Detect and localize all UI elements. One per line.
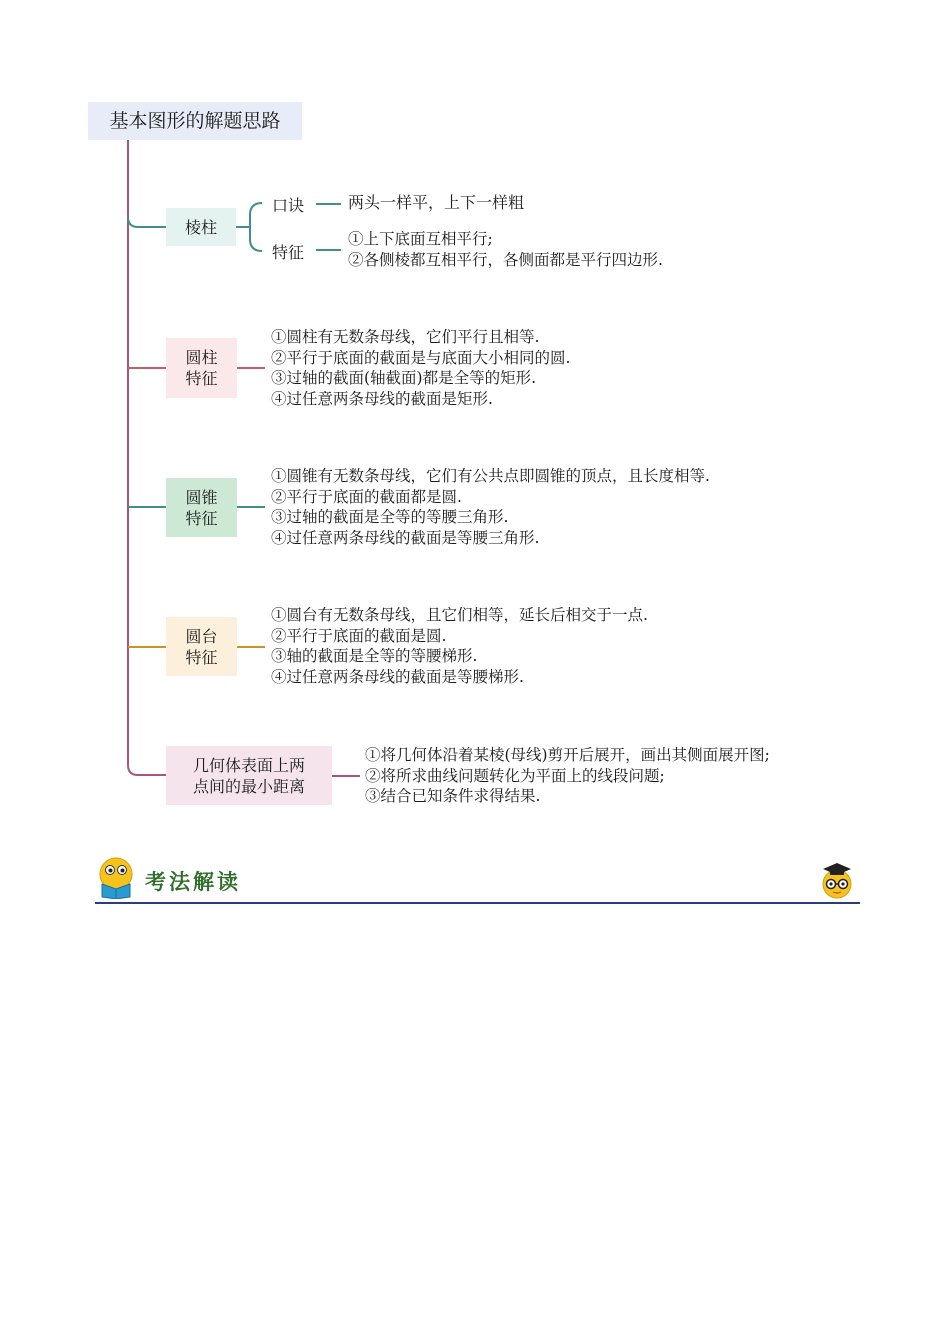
section-title: 考法解读 [145, 870, 241, 894]
frustum-line-4: ④过任意两条母线的截面是等腰梯形. [271, 667, 524, 686]
cylinder-lines [271, 327, 570, 409]
prism-sub1-label: 口诀 [272, 196, 305, 215]
cylinder-line-2: ②平行于底面的截面是与底面大小相同的圆. [271, 348, 571, 367]
prism-sub1-text: 两头一样平，上下一样粗 [348, 193, 525, 212]
shortest-label-1: 几何体表面上两 [192, 755, 305, 775]
cone-line-2: ②平行于底面的截面都是圆. [271, 487, 462, 506]
node-cylinder [166, 338, 237, 398]
cylinder-label-1: 圆柱 [185, 348, 218, 367]
node-shortest-distance [166, 746, 332, 805]
root-node [88, 102, 302, 140]
prism-sub2-lines [348, 229, 663, 270]
shortest-line-1: ①将几何体沿着某棱(母线)剪开后展开，画出其侧面展开图; [365, 746, 770, 764]
reading-emoji-icon [97, 857, 135, 899]
shortest-line-2: ②将所求曲线问题转化为平面上的线段问题; [365, 766, 665, 785]
shortest-label-2: 点间的最小距离 [192, 776, 305, 796]
frustum-lines [271, 605, 648, 687]
prism-line-2: ②各侧棱都互相平行，各侧面都是平行四边形. [348, 250, 663, 269]
node-cone [166, 478, 237, 537]
cylinder-line-1: ①圆柱有无数条母线，它们平行且相等. [271, 328, 540, 346]
cone-label-1: 圆锥 [185, 487, 218, 507]
frustum-label-1: 圆台 [185, 626, 218, 646]
cone-line-4: ④过任意两条母线的截面是等腰三角形. [271, 528, 540, 547]
node-prism [166, 208, 236, 246]
cylinder-label-2: 特征 [185, 369, 218, 388]
cone-line-3: ③过轴的截面是全等的等腰三角形. [271, 508, 509, 526]
frustum-line-3: ③轴的截面是全等的等腰梯形. [271, 647, 478, 665]
prism-sub2-label: 特征 [272, 243, 305, 262]
cone-lines [271, 466, 710, 548]
shortest-lines [365, 745, 770, 807]
shortest-line-3: ③结合已知条件求得结果. [365, 787, 541, 805]
prism-line-1: ①上下底面互相平行; [348, 230, 493, 248]
prism-label: 棱柱 [184, 217, 217, 237]
cone-label-2: 特征 [185, 508, 218, 528]
cone-line-1: ①圆锥有无数条母线，它们有公共点即圆锥的顶点，且长度相等. [271, 467, 710, 485]
cylinder-line-3: ③过轴的截面(轴截面)都是全等的矩形. [271, 369, 537, 387]
node-frustum [166, 617, 237, 676]
graduate-emoji-icon [817, 860, 857, 900]
cylinder-line-4: ④过任意两条母线的截面是矩形. [271, 389, 493, 408]
frustum-line-1: ①圆台有无数条母线，且它们相等，延长后相交于一点. [271, 606, 648, 624]
frustum-label-2: 特征 [185, 647, 218, 667]
frustum-line-2: ②平行于底面的截面是圆. [271, 626, 447, 645]
root-title: 基本图形的解题思路 [109, 110, 281, 132]
